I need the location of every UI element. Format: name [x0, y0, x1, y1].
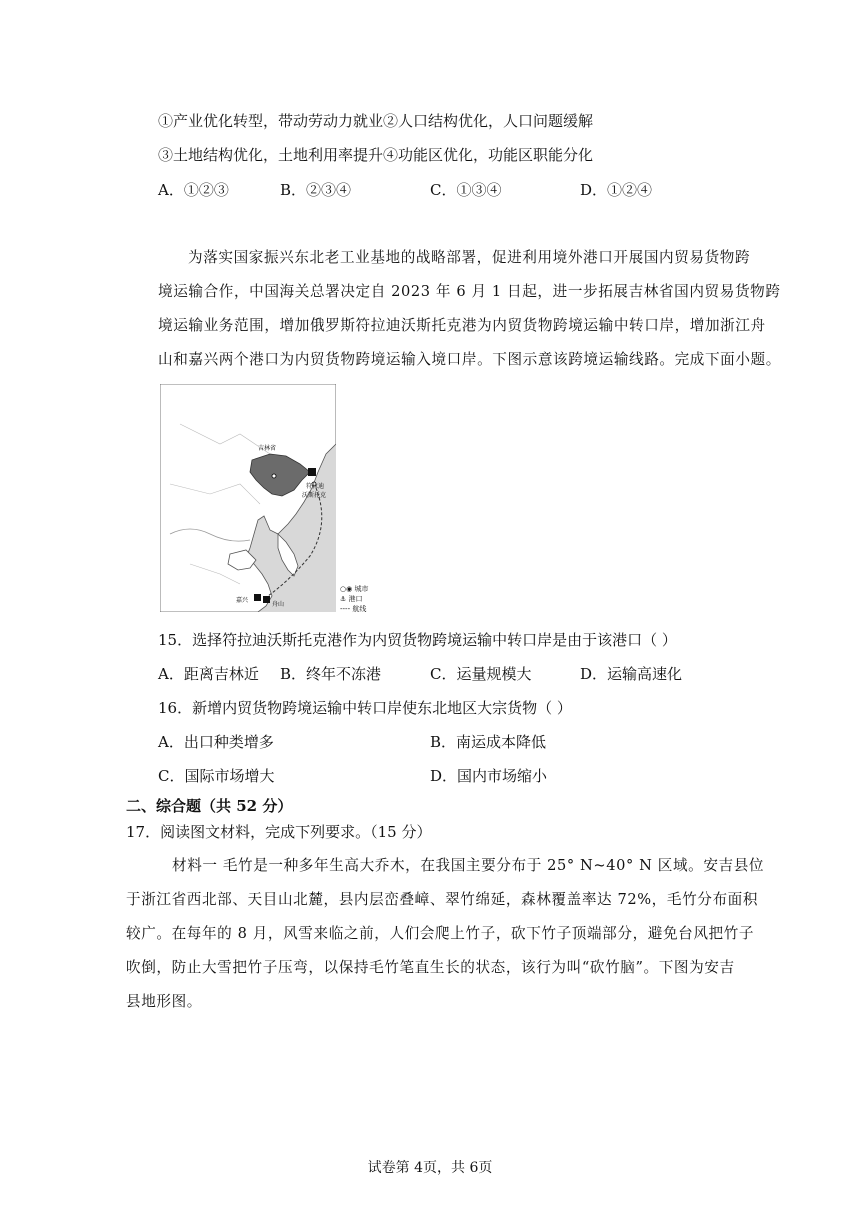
legend-route: ---- 航线: [340, 605, 367, 613]
legend-port-icon: ⚓: [340, 595, 349, 603]
section-2-title: 二、综合题（共 52 分）: [126, 797, 293, 815]
q15-stem: 15．选择符拉迪沃斯托克港作为内贸货物跨境运输中转口岸是由于该港口（ ）: [158, 631, 677, 649]
label-zhoushan: 舟山: [272, 601, 285, 608]
q17-stem: 17．阅读图文材料，完成下列要求。（15 分）: [126, 823, 432, 841]
port-icon-vladivostok: [308, 468, 316, 476]
q17-material-line-1: 材料一 毛竹是一种多年生高大乔木，在我国主要分布于 25° N~40° N 区域。安吉县位: [172, 857, 765, 874]
q17-material-line-3: 较广。在每年的 8 月，风雪来临之前，人们会爬上竹子，砍下竹子顶端部分，避免台风把竹子: [126, 925, 755, 942]
port-icon-zhoushan: [263, 596, 270, 603]
label-port-1: 符拉迪: [306, 483, 325, 490]
legend-city: ○◉ 城市: [340, 585, 369, 593]
q14-choice-line-2: ③土地结构优化，土地利用率提升④功能区优化，功能区职能分化: [158, 146, 594, 164]
city-marker-changchun: [272, 474, 276, 478]
q17-material-line-4: 吹倒，防止大雪把竹子压弯，以保持毛竹笔直生长的状态，该行为叫“砍竹脑”。下图为安吉: [126, 959, 735, 976]
passage-line-1: 为落实国家振兴东北老工业基地的战略部署，促进利用境外港口开展国内贸易货物跨: [188, 249, 751, 266]
q14-option-d[interactable]: D．①②④: [580, 181, 653, 199]
route-map: [160, 384, 336, 612]
q15-option-a[interactable]: A．距离吉林近: [158, 665, 259, 683]
q16-option-b[interactable]: B．南运成本降低: [430, 733, 547, 751]
q15-option-c[interactable]: C．运量规模大: [430, 665, 532, 683]
legend-city-icon: ○◉: [340, 585, 355, 593]
passage-line-2: 境运输合作，中国海关总署决定自 2023 年 6 月 1 日起，进一步拓展吉林省国内贸易货物跨: [158, 283, 781, 300]
q15-option-b[interactable]: B．终年不冻港: [280, 665, 382, 683]
legend-port: ⚓ 港口: [340, 595, 363, 603]
legend-route-icon: ----: [340, 605, 353, 613]
q14-option-a[interactable]: A．①②③: [158, 181, 229, 199]
q17-material-line-5: 县地形图。: [126, 993, 202, 1010]
q16-stem: 16．新增内贸货物跨境运输中转口岸使东北地区大宗货物（ ）: [158, 699, 572, 717]
label-jiaxing: 嘉兴: [236, 597, 249, 604]
label-jilin: 吉林省: [258, 445, 277, 452]
port-icon-jiaxing: [254, 594, 261, 601]
q16-option-a[interactable]: A．出口种类增多: [158, 733, 274, 751]
q14-option-b[interactable]: B．②③④: [280, 181, 352, 199]
q14-option-c[interactable]: C．①③④: [430, 181, 502, 199]
q15-option-d[interactable]: D．运输高速化: [580, 665, 683, 683]
label-port-2: 沃斯托克: [302, 492, 327, 499]
page-footer: 试卷第 4页，共 6页: [367, 1160, 493, 1176]
q16-option-c[interactable]: C．国际市场增大: [158, 767, 275, 785]
passage-line-3: 境运输业务范围，增加俄罗斯符拉迪沃斯托克港为内贸货物跨境运输中转口岸，增加浙江舟: [158, 317, 766, 334]
map-legend: [340, 584, 400, 614]
q17-material-line-2: 于浙江省西北部、天目山北麓，县内层峦叠嶂、翠竹绵延，森林覆盖率达 72%，毛竹分布面积: [126, 891, 759, 908]
q14-choice-line-1: ①产业优化转型，带动劳动力就业②人口结构优化，人口问题缓解: [158, 112, 594, 130]
passage-line-4: 山和嘉兴两个港口为内贸货物跨境运输入境口岸。下图示意该跨境运输线路。完成下面小题。: [158, 351, 781, 368]
q16-option-d[interactable]: D．国内市场缩小: [430, 767, 548, 785]
